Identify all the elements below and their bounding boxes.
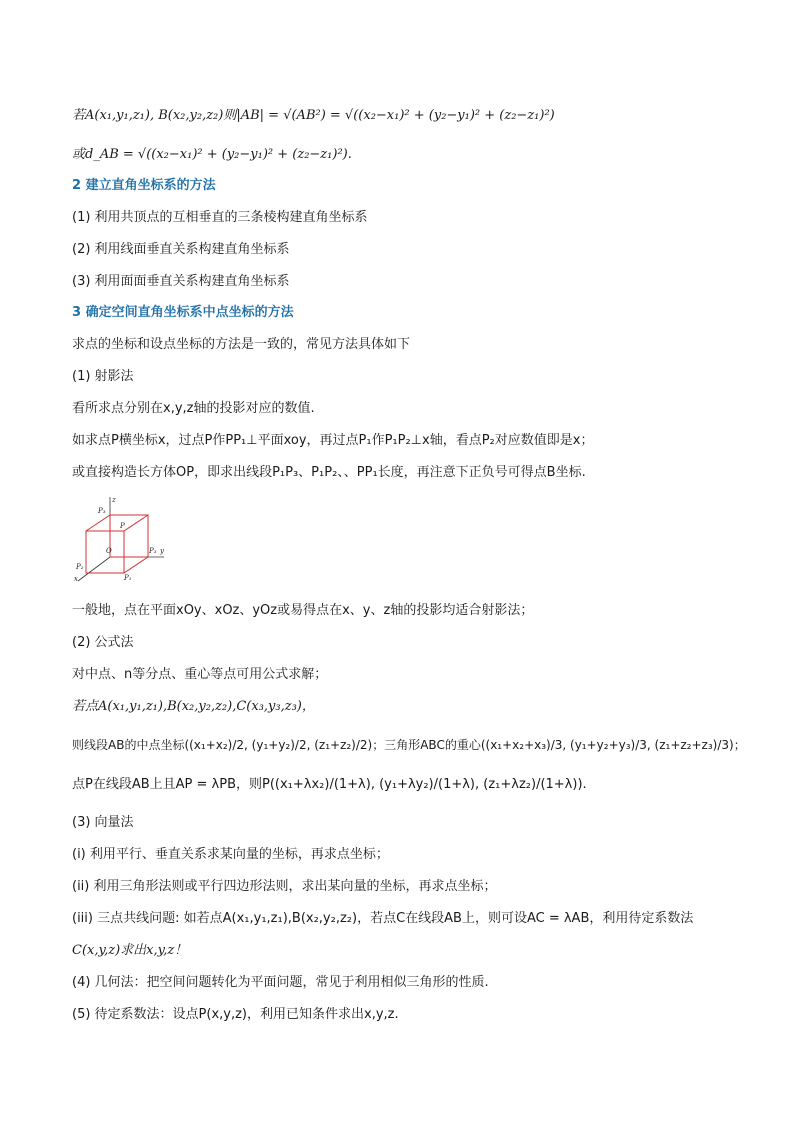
coordinate-box-figure: [72, 495, 172, 583]
vector-ii: (ii) 利用三角形法则或平行四边形法则，求出某向量的坐标，再求点坐标；: [72, 879, 497, 894]
distance-formula: 若A(x₁,y₁,z₁), B(x₂,y₂,z₂)则|AB| = √(AB²) = √((x₂−x₁)² + (y₂−y₁)² + (z₂−z₁)²): [72, 108, 555, 123]
vector-title: (3) 向量法: [72, 815, 134, 830]
intro-text: 求点的坐标和设点坐标的方法是一致的，常见方法具体如下: [72, 337, 411, 352]
label-p1: P₁: [124, 574, 132, 582]
label-z: z: [112, 496, 116, 504]
label-p3: P₃: [149, 547, 157, 555]
projection-desc: 看所求点分别在x,y,z轴的投影对应的数值.: [72, 401, 315, 416]
formula-title: (2) 公式法: [72, 635, 134, 650]
vector-iii: (iii) 三点共线问题: 如若点A(x₁,y₁,z₁),B(x₂,y₂,z₂)，若点C在线段AB上，则可设AC = λAB，利用待定系数法: [72, 911, 694, 926]
geometry-method: (4) 几何法：把空间问题转化为平面问题，常见于利用相似三角形的性质.: [72, 975, 489, 990]
vector-iii-cont: C(x,y,z)求出x,y,z！: [72, 943, 188, 958]
label-p: P: [120, 522, 125, 530]
formula-points: 若点A(x₁,y₁,z₁),B(x₂,y₂,z₂),C(x₃,y₃,z₃)，: [72, 699, 315, 714]
undetermined-method: (5) 待定系数法：设点P(x,y,z)，利用已知条件求出x,y,z.: [72, 1007, 399, 1022]
label-x: x: [74, 575, 78, 583]
formula-desc: 对中点、n等分点、重心等点可用公式求解；: [72, 667, 328, 682]
section-heading-3: 3 确定空间直角坐标系中点坐标的方法: [72, 305, 294, 320]
vector-i: (i) 利用平行、垂直关系求某向量的坐标，再求点坐标；: [72, 847, 389, 862]
formula-midpoint: 则线段AB的中点坐标((x₁+x₂)/2, (y₁+y₂)/2, (z₁+z₂)/2)；三角形ABC的重心((x₁+x₂+x₃)/3, (y₁+y₂+y₃)/3, (z₁+z₂+z₃)/3)；: [72, 738, 746, 752]
label-p3-top: P₃: [98, 507, 106, 515]
method-1: (1) 利用共顶点的互相垂直的三条棱构建直角坐标系: [72, 210, 368, 225]
formula-ratio: 点P在线段AB上且AP = λPB，则P((x₁+λx₂)/(1+λ), (y₁+λy₂)/(1+λ), (z₁+λz₂)/(1+λ)).: [72, 777, 587, 792]
box-edges: [86, 515, 148, 573]
projection-alt: 或直接构造长方体OP，即求出线段P₁P₃、P₁P₂、、PP₁长度，再注意下正负号可得点B坐标.: [72, 465, 586, 480]
label-o: O: [106, 547, 112, 555]
distance-alt: 或d_AB = √((x₂−x₁)² + (y₂−y₁)² + (z₂−z₁)²).: [72, 147, 352, 162]
method-3: (3) 利用面面垂直关系构建直角坐标系: [72, 274, 290, 289]
section-heading-2: 2 建立直角坐标系的方法: [72, 178, 216, 193]
projection-title: (1) 射影法: [72, 369, 134, 384]
projection-general: 一般地，点在平面xOy、xOz、yOz或易得点在x、y、z轴的投影均适合射影法；: [72, 603, 534, 618]
projection-example: 如求点P横坐标x，过点P作PP₁⊥平面xoy，再过点P₁作P₁P₂⊥x轴，看点P₂对应数值即是x；: [72, 433, 594, 448]
label-y: y: [160, 547, 164, 555]
label-p2: P₂: [76, 563, 84, 571]
method-2: (2) 利用线面垂直关系构建直角坐标系: [72, 242, 290, 257]
